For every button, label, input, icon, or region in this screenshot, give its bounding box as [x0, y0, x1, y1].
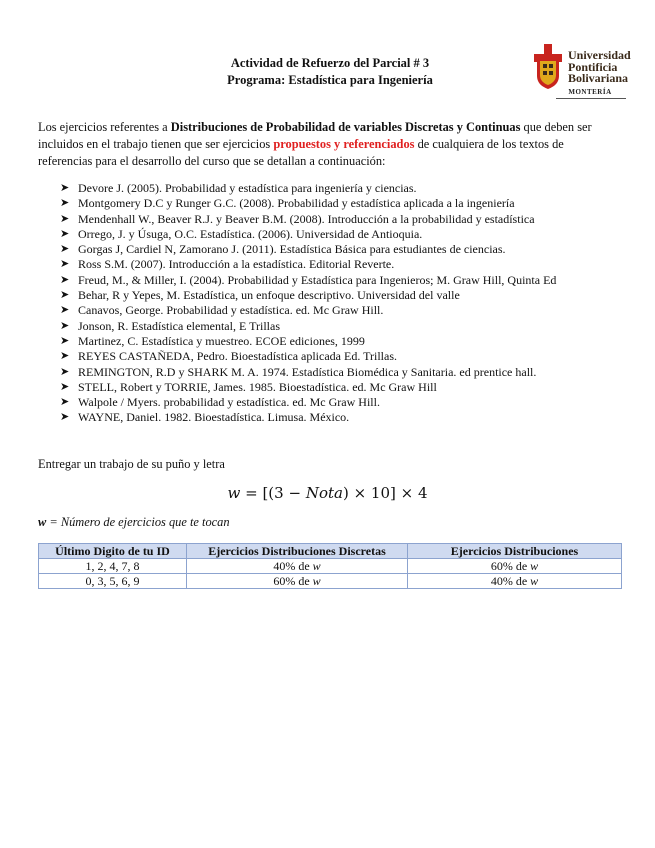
- arrow-bullet-icon: ➤: [60, 334, 70, 347]
- table-cell-id: 1, 2, 4, 7, 8: [39, 559, 187, 574]
- university-name: Universidad Pontificia Bolivariana: [568, 48, 631, 85]
- reference-item: ➤ Walpole / Myers. probabilidad y estadística. ed. Mc Graw Hill.: [60, 395, 380, 410]
- reference-item: ➤ Ross S.M. (2007). Introducción a la estadística. Editorial Reverte.: [60, 257, 395, 272]
- reference-item: ➤ Martinez, C. Estadística y muestreo. ECOE ediciones, 1999: [60, 333, 365, 348]
- table-header-discretas: Ejercicios Distribuciones Discretas: [187, 544, 408, 559]
- table-cell-discretas: 40% de w: [187, 559, 408, 574]
- table-row: [39, 559, 622, 574]
- arrow-bullet-icon: ➤: [60, 273, 70, 286]
- reference-item: ➤ Mendenhall W., Beaver R.J. y Beaver B.M. (2008). Introducción a la probabilidad y estadística: [60, 211, 535, 226]
- table-header-row: [39, 544, 622, 559]
- arrow-bullet-icon: ➤: [60, 319, 70, 332]
- table-cell-discretas: 60% de w: [187, 574, 408, 589]
- reference-item: ➤ WAYNE, Daniel. 1982. Bioestadística. Limusa. México.: [60, 410, 350, 425]
- reference-item: ➤ Montgomery D.C y Runger G.C. (2008). Probabilidad y estadística aplicada a la ingeniería: [60, 196, 515, 211]
- arrow-bullet-icon: ➤: [60, 258, 70, 271]
- reference-item: ➤ REMINGTON, R.D y SHARK M. A. 1974. Estadística Biomédica y Sanitaria. ed prentice hall.: [60, 364, 537, 379]
- arrow-bullet-icon: ➤: [60, 182, 70, 194]
- reference-item: ➤ Gorgas J, Cardiel N, Zamorano J. (2011). Estadística Básica para estudiantes de ciencias.: [60, 242, 506, 257]
- table-cell-id: 0, 3, 5, 6, 9: [39, 574, 187, 589]
- arrow-bullet-icon: ➤: [60, 243, 70, 256]
- reference-item: ➤ Jonson, R. Estadística elemental, E Trillas: [60, 318, 280, 333]
- arrow-bullet-icon: ➤: [60, 212, 70, 225]
- reference-item: ➤ Devore J. (2005). Probabilidad y estadística para ingeniería y ciencias.: [60, 181, 417, 195]
- table-cell-distribuciones: 40% de w: [408, 574, 622, 589]
- university-shield-icon: [530, 44, 566, 90]
- intro-bold: Distribuciones de Probabilidad de variables Discretas y Continuas: [170, 120, 521, 134]
- delivery-instruction: Entregar un trabajo de su puño y letra: [38, 457, 225, 471]
- university-logo: [530, 44, 640, 102]
- variable-definition: w = Número de ejercicios que te tocan: [38, 515, 230, 529]
- table-header-distribuciones: Ejercicios Distribuciones: [408, 544, 622, 559]
- distribution-table: [38, 543, 622, 589]
- logo-city: MONTERÍA: [568, 88, 612, 96]
- reference-item: ➤ REYES CASTAÑEDA, Pedro. Bioestadística aplicada Ed. Trillas.: [60, 349, 398, 364]
- arrow-bullet-icon: ➤: [60, 396, 70, 409]
- reference-item: ➤ Freud, M., & Miller, I. (2004). Probabilidad y Estadística para Ingenieros; M. Graw Hill, Quinta Ed: [60, 272, 557, 287]
- reference-item: ➤ Orrego, J. y Úsuga, O.C. Estadística. (2006). Universidad de Antioquia.: [60, 226, 423, 241]
- intro-paragraph: Los ejercicios referentes a Distribuciones de Probabilidad de variables Discretas y Continuas que deben ser incluidos en el trabajo tienen que ser ejercicios propuestos y referenciados de cualquiera de los textos de referencias para el desarrollo del curso que se detallan a continuación:: [38, 120, 592, 168]
- table-header-id: Último Digito de tu ID: [39, 544, 187, 559]
- arrow-bullet-icon: ➤: [60, 227, 70, 240]
- reference-item: ➤ Behar, R y Yepes, M. Estadística, un enfoque descriptivo. Universidad del valle: [60, 288, 460, 303]
- reference-list: [60, 181, 620, 426]
- arrow-bullet-icon: ➤: [60, 380, 70, 393]
- arrow-bullet-icon: ➤: [60, 365, 70, 378]
- arrow-bullet-icon: ➤: [60, 289, 70, 302]
- document-header: [160, 55, 500, 89]
- arrow-bullet-icon: ➤: [60, 304, 70, 317]
- intro-highlight: propuestos y referenciados: [273, 137, 415, 151]
- table-cell-distribuciones: 60% de w: [408, 559, 622, 574]
- arrow-bullet-icon: ➤: [60, 197, 70, 210]
- arrow-bullet-icon: ➤: [60, 411, 70, 424]
- logo-divider: [556, 98, 626, 99]
- exercise-formula: w = [(3 − Nota) × 10] × 4: [227, 484, 428, 502]
- header-program: Programa: Estadística para Ingeniería: [227, 73, 433, 87]
- header-title: Actividad de Refuerzo del Parcial # 3: [230, 56, 430, 70]
- reference-item: ➤ Canavos, George. Probabilidad y estadística. ed. Mc Graw Hill.: [60, 303, 384, 318]
- arrow-bullet-icon: ➤: [60, 350, 70, 363]
- table-row: [39, 574, 622, 589]
- reference-item: ➤ STELL, Robert y TORRIE, James. 1985. Bioestadística. ed. Mc Graw Hill: [60, 379, 437, 394]
